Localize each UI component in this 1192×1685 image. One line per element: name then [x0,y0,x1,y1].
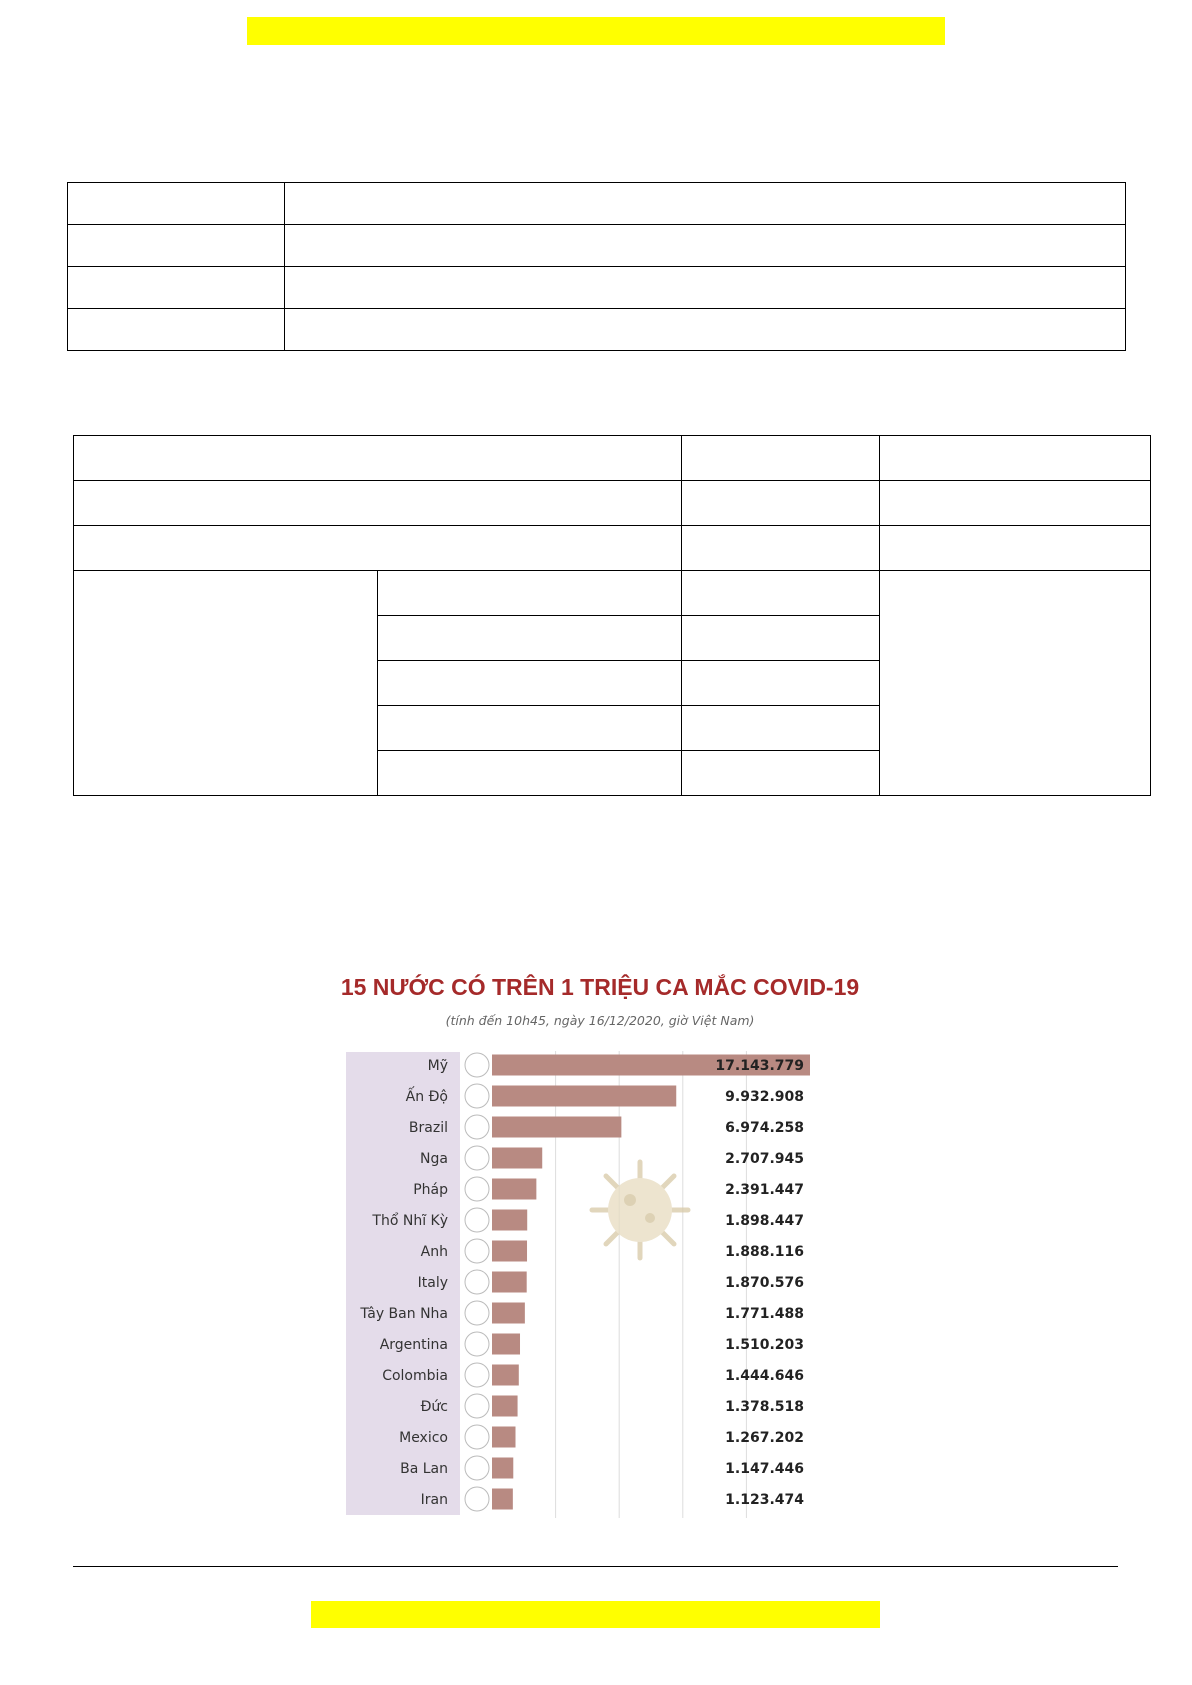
table-cell [74,436,682,481]
table-row [68,225,1126,267]
table-cell [880,436,1151,481]
table-cell [378,661,682,706]
table-cell [74,526,682,571]
table-cell [285,225,1126,267]
uk-flag-icon [465,1239,489,1263]
bar [492,1458,513,1479]
table-row [74,481,1151,526]
country-label: Tây Ban Nha [360,1306,448,1322]
value-label: 6.974.258 [725,1120,804,1136]
table-cell [682,526,880,571]
table-cell [68,225,285,267]
country-label: Brazil [408,1120,448,1136]
country-label: Colombia [382,1368,448,1384]
chart-subtitle: (tính đến 10h45, ngày 16/12/2020, giờ Việt Nam) [445,1013,755,1028]
bar [492,1117,621,1138]
table-cell [74,481,682,526]
table-cell [880,526,1151,571]
table-cell [68,183,285,225]
brazil-flag-icon [465,1115,489,1139]
table-cell [378,616,682,661]
highlight-bar-top [247,17,945,45]
value-label: 9.932.908 [725,1089,804,1105]
value-label: 1.888.116 [725,1244,804,1260]
argentina-flag-icon [465,1332,489,1356]
country-label: Italy [417,1275,448,1291]
bar [492,1365,519,1386]
table-cell [378,706,682,751]
table-cell [682,481,880,526]
value-label: 1.123.474 [725,1492,804,1508]
bar [492,1427,516,1448]
mexico-flag-icon [465,1425,489,1449]
table-cell [378,751,682,796]
poland-flag-icon [465,1456,489,1480]
bar [492,1396,518,1417]
table-cell [285,183,1126,225]
bar [492,1303,525,1324]
table-cell [285,309,1126,351]
colombia-flag-icon [465,1363,489,1387]
country-label: Mỹ [427,1058,448,1074]
bar [492,1086,676,1107]
table-row [68,309,1126,351]
table-row [74,571,1151,616]
bar [492,1334,520,1355]
table-cell [285,267,1126,309]
info-table [67,182,1126,351]
highlight-bar-bottom [311,1601,880,1628]
table-cell [378,571,682,616]
table-cell [682,436,880,481]
bar [492,1179,536,1200]
country-label: Anh [420,1244,448,1260]
table-cell [74,571,378,796]
chart-title: 15 NƯỚC CÓ TRÊN 1 TRIỆU CA MẮC COVID-19 [340,974,860,1000]
iran-flag-icon [465,1487,489,1511]
table-cell [682,571,880,616]
france-flag-icon [465,1177,489,1201]
footer-divider [73,1566,1118,1567]
country-label: Iran [420,1492,448,1508]
value-label: 2.391.447 [725,1182,804,1198]
bar [492,1489,513,1510]
table-cell [880,481,1151,526]
value-label: 1.267.202 [725,1430,804,1446]
table-cell [682,616,880,661]
country-label: Nga [420,1151,448,1167]
value-label: 2.707.945 [725,1151,804,1167]
value-label: 1.870.576 [725,1275,804,1291]
country-label: Thổ Nhĩ Kỳ [372,1213,448,1229]
table-row [68,267,1126,309]
value-label: 1.444.646 [725,1368,804,1384]
table-cell [682,751,880,796]
table-cell [68,309,285,351]
country-label: Ấn Độ [405,1089,448,1105]
table-row [74,526,1151,571]
covid-bar-chart [340,960,860,1520]
bar [492,1272,527,1293]
chart-rows [359,1053,810,1511]
virus-illustration [592,1162,688,1258]
russia-flag-icon [465,1146,489,1170]
turkey-flag-icon [465,1208,489,1232]
value-label: 1.147.446 [725,1461,804,1477]
value-label: 1.771.488 [725,1306,804,1322]
country-label: Mexico [399,1430,448,1446]
value-label: 1.378.518 [725,1399,804,1415]
table-cell [682,706,880,751]
country-label: Pháp [413,1182,448,1198]
germany-flag-icon [465,1394,489,1418]
value-label: 1.510.203 [725,1337,804,1353]
table-row [68,183,1126,225]
value-label: 1.898.447 [725,1213,804,1229]
table-cell [682,661,880,706]
country-label: Đức [420,1399,448,1415]
usa-flag-icon [465,1053,489,1077]
value-label: 17.143.779 [715,1058,804,1074]
country-label: Argentina [379,1337,448,1353]
spain-flag-icon [465,1301,489,1325]
bar [492,1148,542,1169]
bar [492,1241,527,1262]
table-row [74,436,1151,481]
country-label: Ba Lan [400,1461,448,1477]
grade-table [73,435,1151,796]
italy-flag-icon [465,1270,489,1294]
table-cell [880,571,1151,796]
table-cell [68,267,285,309]
india-flag-icon [465,1084,489,1108]
bar [492,1210,527,1231]
